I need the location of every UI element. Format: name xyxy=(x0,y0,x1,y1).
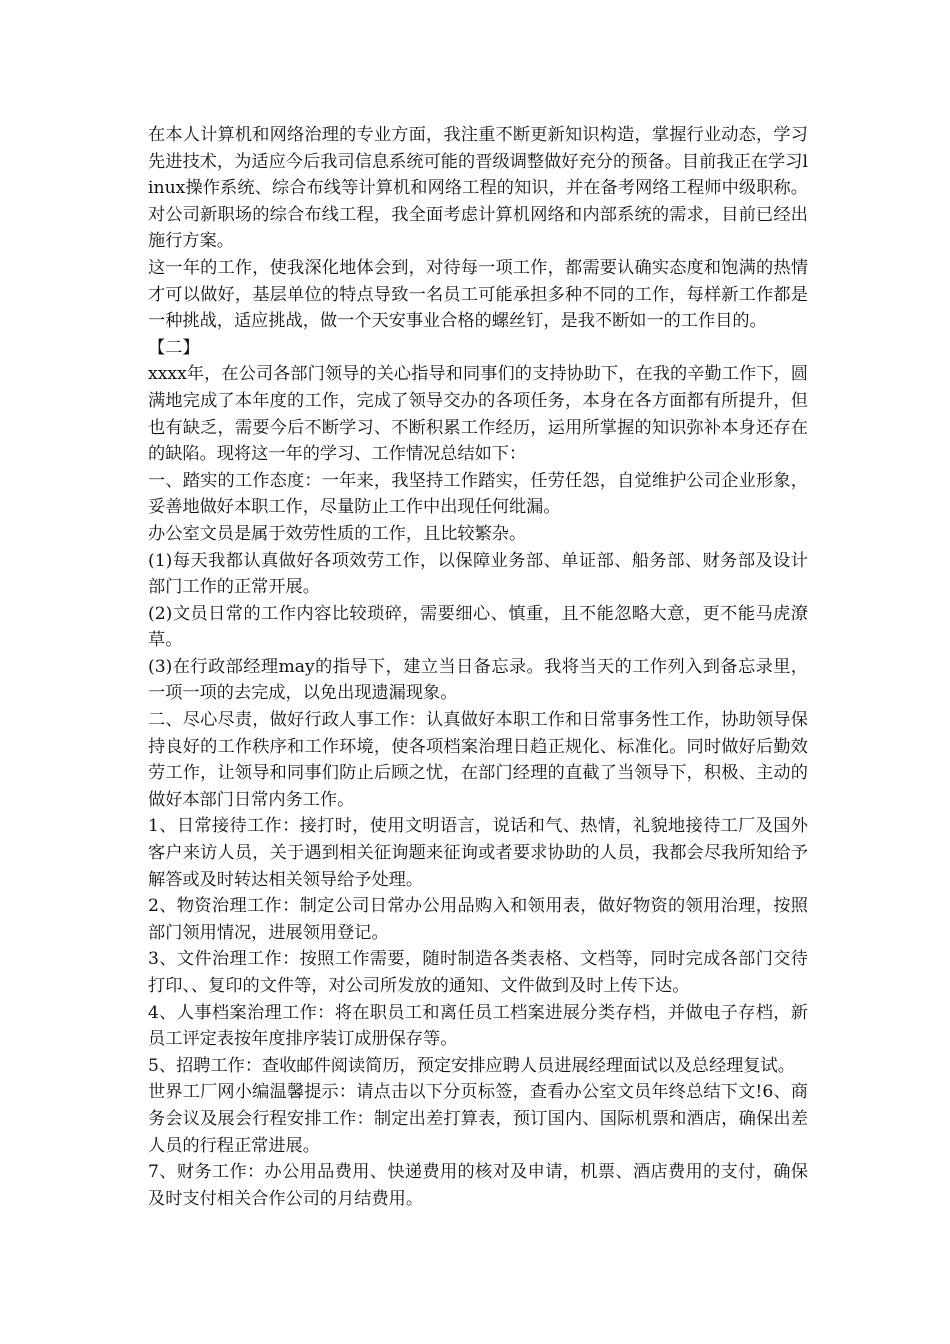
paragraph-year-intro: xxxx年，在公司各部门领导的关心指导和同事们的支持协助下，在我的辛勤工作下，圆满地完成了本年度的工作，完成了领导交办的各项任务，本身在各方面都有所提升，但也有缺乏，需要今后不断学习、不断积累工作经历，运用所掌握的知识弥补本身还存在的缺陷。现将这一年的学习、工作情况总结如下： xyxy=(148,364,808,465)
task-finance: 7、财务工作：办公用品费用、快递费用的核对及申请，机票、酒店费用的支付，确保及时支付相关合作公司的月结费用。 xyxy=(148,1162,808,1209)
list-item-1: (1)每天我都认真做好各项效劳工作，以保障业务部、单证部、船务部、财务部及设计部门工作的正常开展。 xyxy=(148,550,808,598)
paragraph-admin-hr: 二、尽心尽责，做好行政人事工作：认真做好本职工作和日常事务性工作，协助领导保持良好的工作秩序和工作环境，使各项档案治理日趋正规化、标准化。同时做好后勤效劳工作，让领导和同事们防止后顾之忧，在部门经理的直截了当领导下，积极、主动的做好本部门日常内务工作。 xyxy=(148,710,808,810)
document-body xyxy=(148,122,808,1212)
task-supplies: 2、物资治理工作：制定公司日常办公用品购入和领用表，做好物资的领用治理，按照部门领用情况，进展领用登记。 xyxy=(148,896,808,943)
section-heading-two: 【二】 xyxy=(148,337,200,358)
list-item-2: (2)文员日常的工作内容比较琐碎，需要细心、慎重，且不能忽略大意，更不能马虎潦草。 xyxy=(148,603,808,651)
paragraph-work-attitude: 一、踏实的工作态度：一年来，我坚持工作踏实，任劳任怨，自觉维护公司企业形象，妥善地做好本职工作，尽量防止工作中出现任何纰漏。 xyxy=(148,470,808,518)
task-meetings-travel: 世界工厂网小编温馨提示：请点击以下分页标签，查看办公室文员年终总结下文!6、商务会议及展会行程安排工作：制定出差打算表，预订国内、国际机票和酒店，确保出差人员的行程正常进展。 xyxy=(148,1082,808,1156)
task-reception: 1、日常接待工作：接打时，使用文明语言，说话和气、热情，礼貌地接待工厂及国外客户来访人员，关于遇到相关征询题来征询或者要求协助的人员，我都会尽我所知给予解答或及时转达相关领导给予处理。 xyxy=(148,816,808,890)
paragraph-clerk-nature: 办公室文员是属于效劳性质的工作，且比较繁杂。 xyxy=(148,523,527,544)
paragraph-year-reflection: 这一年的工作，使我深化地体会到，对待每一项工作，都需要认确实态度和饱满的热情才可以做好，基层单位的特点导致一名员工可能承担多种不同的工作，每样新工作都是一种挑战，适应挑战，做一个天安事业合格的螺丝钉，是我不断如一的工作目的。 xyxy=(148,257,808,332)
task-documents: 3、文件治理工作：按照工作需要，随时制造各类表格、文档等，同时完成各部门交待打印、、复印的文件等，对公司所发放的通知、文件做到及时上传下达。 xyxy=(148,949,808,996)
task-recruitment: 5、招聘工作：查收邮件阅读简历，预定安排应聘人员进展经理面试以及总经理复试。 xyxy=(148,1055,795,1076)
list-item-3: (3)在行政部经理may的指导下，建立当日备忘录。我将当天的工作列入到备忘录里，一项一项的去完成，以免出现遗漏现象。 xyxy=(148,656,808,704)
task-personnel-files: 4、人事档案治理工作：将在职员工和离任员工档案进展分类存档，并做电子存档，新员工评定表按年度排序装订成册保存等。 xyxy=(148,1002,808,1050)
paragraph-network-management: 在本人计算机和网络治理的专业方面，我注重不断更新知识构造，掌握行业动态，学习先进技术，为适应今后我司信息系统可能的晋级调整做好充分的预备。目前我正在学习linux操作系统、综合布线等计算机和网络工程的知识，并在备考网络工程师中级职称。对公司新职场的综合布线工程，我全面考虑计算机网络和内部系统的需求，目前已经出施行方案。 xyxy=(148,125,808,252)
